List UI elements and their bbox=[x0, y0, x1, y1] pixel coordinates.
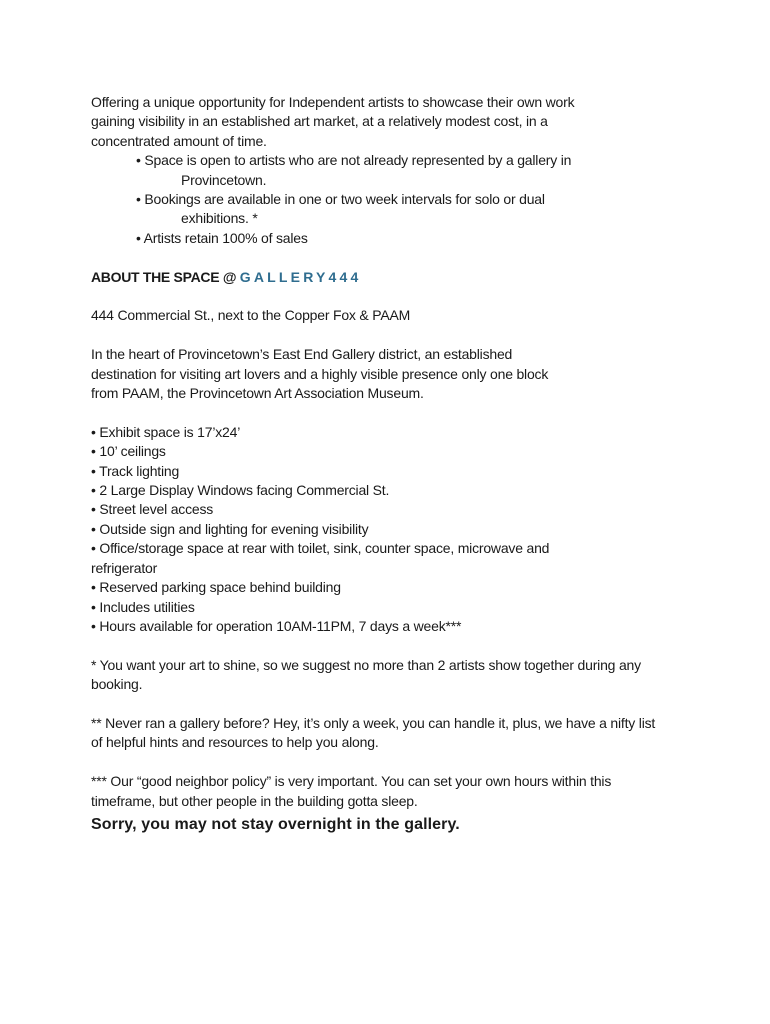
address: 444 Commercial St., next to the Copper Fox & PAAM bbox=[91, 307, 411, 324]
feature-item: • Outside sign and lighting for evening visibility bbox=[91, 520, 369, 537]
feature-item: • 2 Large Display Windows facing Commercial St. bbox=[91, 482, 390, 499]
intro-bullet-text: • Space is open to artists who are not already represented by a gallery in bbox=[136, 152, 572, 169]
closing-statement: Sorry, you may not stay overnight in the gallery. bbox=[91, 815, 460, 833]
intro-bullet bbox=[91, 190, 691, 229]
intro-paragraph bbox=[91, 93, 691, 151]
note-line: booking. bbox=[91, 676, 143, 693]
about-description bbox=[91, 345, 691, 403]
description-line: In the heart of Provincetown’s East End Gallery district, an established bbox=[91, 346, 513, 363]
intro-bullet-text: • Bookings are available in one or two week intervals for solo or dual bbox=[136, 191, 545, 208]
note-line: timeframe, but other people in the building gotta sleep. bbox=[91, 792, 418, 809]
intro-line: gaining visibility in an established art market, at a relatively modest cost, in a bbox=[91, 113, 548, 130]
feature-item: • Exhibit space is 17’x24’ bbox=[91, 423, 241, 440]
feature-item: refrigerator bbox=[91, 559, 158, 576]
intro-line: concentrated amount of time. bbox=[91, 132, 267, 149]
intro-bullet-continuation: exhibitions. * bbox=[181, 210, 258, 227]
about-heading bbox=[91, 268, 691, 287]
feature-item: • Street level access bbox=[91, 501, 214, 518]
feature-item: • Reserved parking space behind building bbox=[91, 579, 341, 596]
intro-bullet-continuation: Provincetown. bbox=[181, 171, 267, 188]
intro-bullet-text: • Artists retain 100% of sales bbox=[136, 229, 308, 246]
intro-bullet bbox=[91, 229, 691, 248]
description-line: from PAAM, the Provincetown Art Association Museum. bbox=[91, 385, 424, 402]
feature-item: • Hours available for operation 10AM-11PM, 7 days a week*** bbox=[91, 617, 462, 634]
feature-item: • Includes utilities bbox=[91, 598, 195, 615]
note-first-gallery bbox=[91, 714, 691, 753]
note-shine bbox=[91, 656, 691, 695]
features-list bbox=[91, 423, 691, 636]
note-line: * You want your art to shine, so we suggest no more than 2 artists show together during any bbox=[91, 656, 641, 673]
intro-bullet bbox=[91, 151, 691, 190]
note-line: *** Our “good neighbor policy” is very important. You can set your own hours within this bbox=[91, 773, 612, 790]
note-line: ** Never ran a gallery before? Hey, it’s only a week, you can handle it, plus, we have a nifty list bbox=[91, 714, 656, 731]
intro-line: Offering a unique opportunity for Independent artists to showcase their own work bbox=[91, 94, 575, 110]
description-line: destination for visiting art lovers and a highly visible presence only one block bbox=[91, 365, 549, 382]
note-line: of helpful hints and resources to help you along. bbox=[91, 734, 379, 751]
about-heading-prefix: ABOUT THE SPACE @ bbox=[91, 268, 240, 285]
feature-item: • Office/storage space at rear with toilet, sink, counter space, microwave and bbox=[91, 540, 550, 557]
gallery-brand: GALLERY444 bbox=[239, 268, 362, 285]
note-good-neighbor bbox=[91, 772, 691, 811]
document-page bbox=[91, 93, 691, 834]
feature-item: • 10’ ceilings bbox=[91, 443, 166, 460]
feature-item: • Track lighting bbox=[91, 462, 180, 479]
